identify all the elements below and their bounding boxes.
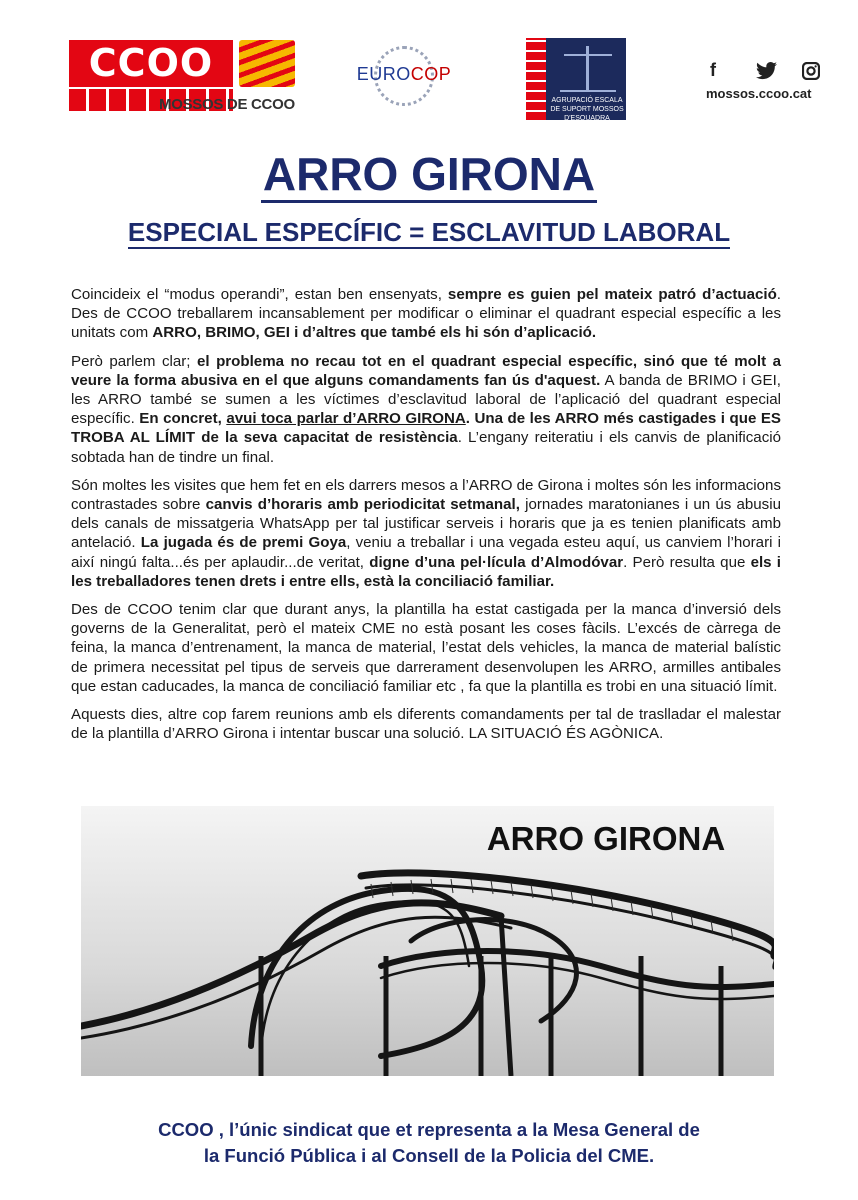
page-subtitle-text: ESPECIAL ESPECÍFIC = ESCLAVITUD LABORAL bbox=[127, 217, 731, 247]
ccoo-subtitle: MOSSOS DE CCOO bbox=[159, 96, 295, 113]
header bbox=[0, 0, 858, 130]
ccoo-logo-block bbox=[69, 40, 233, 87]
instagram-icon[interactable] bbox=[802, 62, 820, 80]
p1-b: sempre es guien pel mateix patró d’actuació bbox=[447, 286, 777, 303]
agrupacio-label: AGRUPACIÓ ESCALA DE SUPORT MOSSOS D'ESQUADRA bbox=[550, 97, 624, 122]
website-link[interactable]: mossos.ccoo.cat bbox=[706, 86, 812, 101]
twitter-icon[interactable] bbox=[756, 62, 778, 80]
p2-b: el problema no recau tot en el quadrant especial específic, sinó que té molt a veure la forma abusiva en el que alguns comandaments fan ús d'aquest. bbox=[71, 352, 781, 389]
p2-c: A banda de BRIMO i GEI, les ARRO també se sumen a les víctimes d’esclavitud laboral de l’aplicació del quadrant especial específic. bbox=[71, 371, 781, 428]
footer-statement bbox=[0, 1117, 858, 1169]
p3-h: els i les treballadores tenen drets i entre ells, està la conciliació familiar. bbox=[71, 553, 782, 590]
p2-d: En concret, bbox=[139, 410, 227, 428]
ccoo-logo-text: CCOO bbox=[88, 41, 214, 85]
eurocop-text bbox=[348, 64, 460, 85]
paragraph-3 bbox=[71, 476, 781, 591]
p3-f: digne d’una pel·lícula d’Almodóvar bbox=[369, 553, 624, 571]
p2-a: Però parlem clar; bbox=[71, 352, 197, 370]
rollercoaster-photo bbox=[81, 806, 774, 1076]
paragraph-1 bbox=[71, 285, 781, 343]
page-title-text: ARRO GIRONA bbox=[261, 148, 597, 203]
paragraph-2 bbox=[71, 352, 781, 467]
p3-g: . Però resulta que bbox=[623, 553, 751, 571]
eurocop-text-left: EURO bbox=[356, 64, 411, 84]
p3-c: jornades maratonianes i un ús abusiu dels canals de missatgeria WhatsApp per tal justificar serveis i horaris que ja es tenien planificats amb antelació. bbox=[71, 496, 781, 552]
p2-e: avui toca parlar d’ARRO GIRONA bbox=[226, 410, 466, 428]
p3-b: canvis d’horaris amb periodicitat setmanal, bbox=[205, 496, 520, 514]
photo-title: ARRO GIRONA bbox=[486, 820, 726, 857]
article-body bbox=[71, 285, 781, 752]
paragraph-5: Aquests dies, altre cop farem reunions amb els diferents comandaments per tal de traslladar el malestar de la plantilla d’ARRO Girona i intentar buscar una solució. LA SITUACIÓ ÉS AGÒNICA. bbox=[71, 706, 781, 743]
page-subtitle bbox=[0, 216, 858, 248]
p2-f: . Una de les ARRO més castigades i que ES TROBA AL LÍMIT de la seva capacitat de resistència bbox=[71, 410, 781, 447]
paragraph-4: Des de CCOO tenim clar que durant anys, la plantilla ha estat castigada per la manca d’inversió dels governs de la Generalitat, però el mateix CME no està posant les coses fàcils. L’excés de càrrega de feina, la manca d’entrenament, la manca de material, l’estat dels vehicles, la manca de material balístic de primera necessitat pel tipus de serveis que darrerament desenvolupen les ARRO, armilles antibales que estan caducades, la manca de conciliació familiar etc , fa que la plantilla es trobi en una situació límit. bbox=[71, 601, 781, 695]
p2-g: . L’engany reiteratiu i els canvis de planificació sobtada han de tindre un final. bbox=[71, 429, 781, 466]
scales-of-justice-icon bbox=[560, 46, 616, 92]
p1-a: Coincideix el “modus operandi”, estan ben ensenyats, bbox=[71, 286, 448, 303]
ccoo-logo bbox=[69, 40, 295, 118]
eurocop-text-right: COP bbox=[410, 64, 452, 84]
agrupacio-stripes bbox=[526, 38, 546, 120]
p3-a: Són moltes les visites que hem fet en els darrers mesos a l’ARRO de Girona i moltes són les informacions contrastades sobre bbox=[71, 476, 781, 514]
p1-c: . Des de CCOO treballarem incansablement per modificar o eliminar el quadrant especial específic a les unitats com bbox=[71, 286, 781, 342]
facebook-icon[interactable]: f bbox=[710, 60, 716, 80]
social-links bbox=[706, 60, 826, 110]
eurocop-logo bbox=[348, 46, 460, 110]
footer-line-2: la Funció Pública i al Consell de la Policia del CME. bbox=[203, 1145, 655, 1166]
p1-d: ARRO, BRIMO, GEI i d’altres que també els hi són d’aplicació. bbox=[152, 324, 597, 342]
p3-e: , veniu a treballar i una vegada esteu aquí, us canviem l’horari i així ningú falta...és per aplaudir...de veritat, bbox=[71, 534, 781, 571]
agrupacio-logo bbox=[526, 38, 626, 120]
p3-d: La jugada és de premi Goya bbox=[140, 534, 347, 552]
footer-line-1: CCOO , l’únic sindicat que et representa a la Mesa General de bbox=[158, 1119, 700, 1140]
page-title bbox=[0, 148, 858, 200]
catalan-flag-icon bbox=[239, 40, 295, 87]
